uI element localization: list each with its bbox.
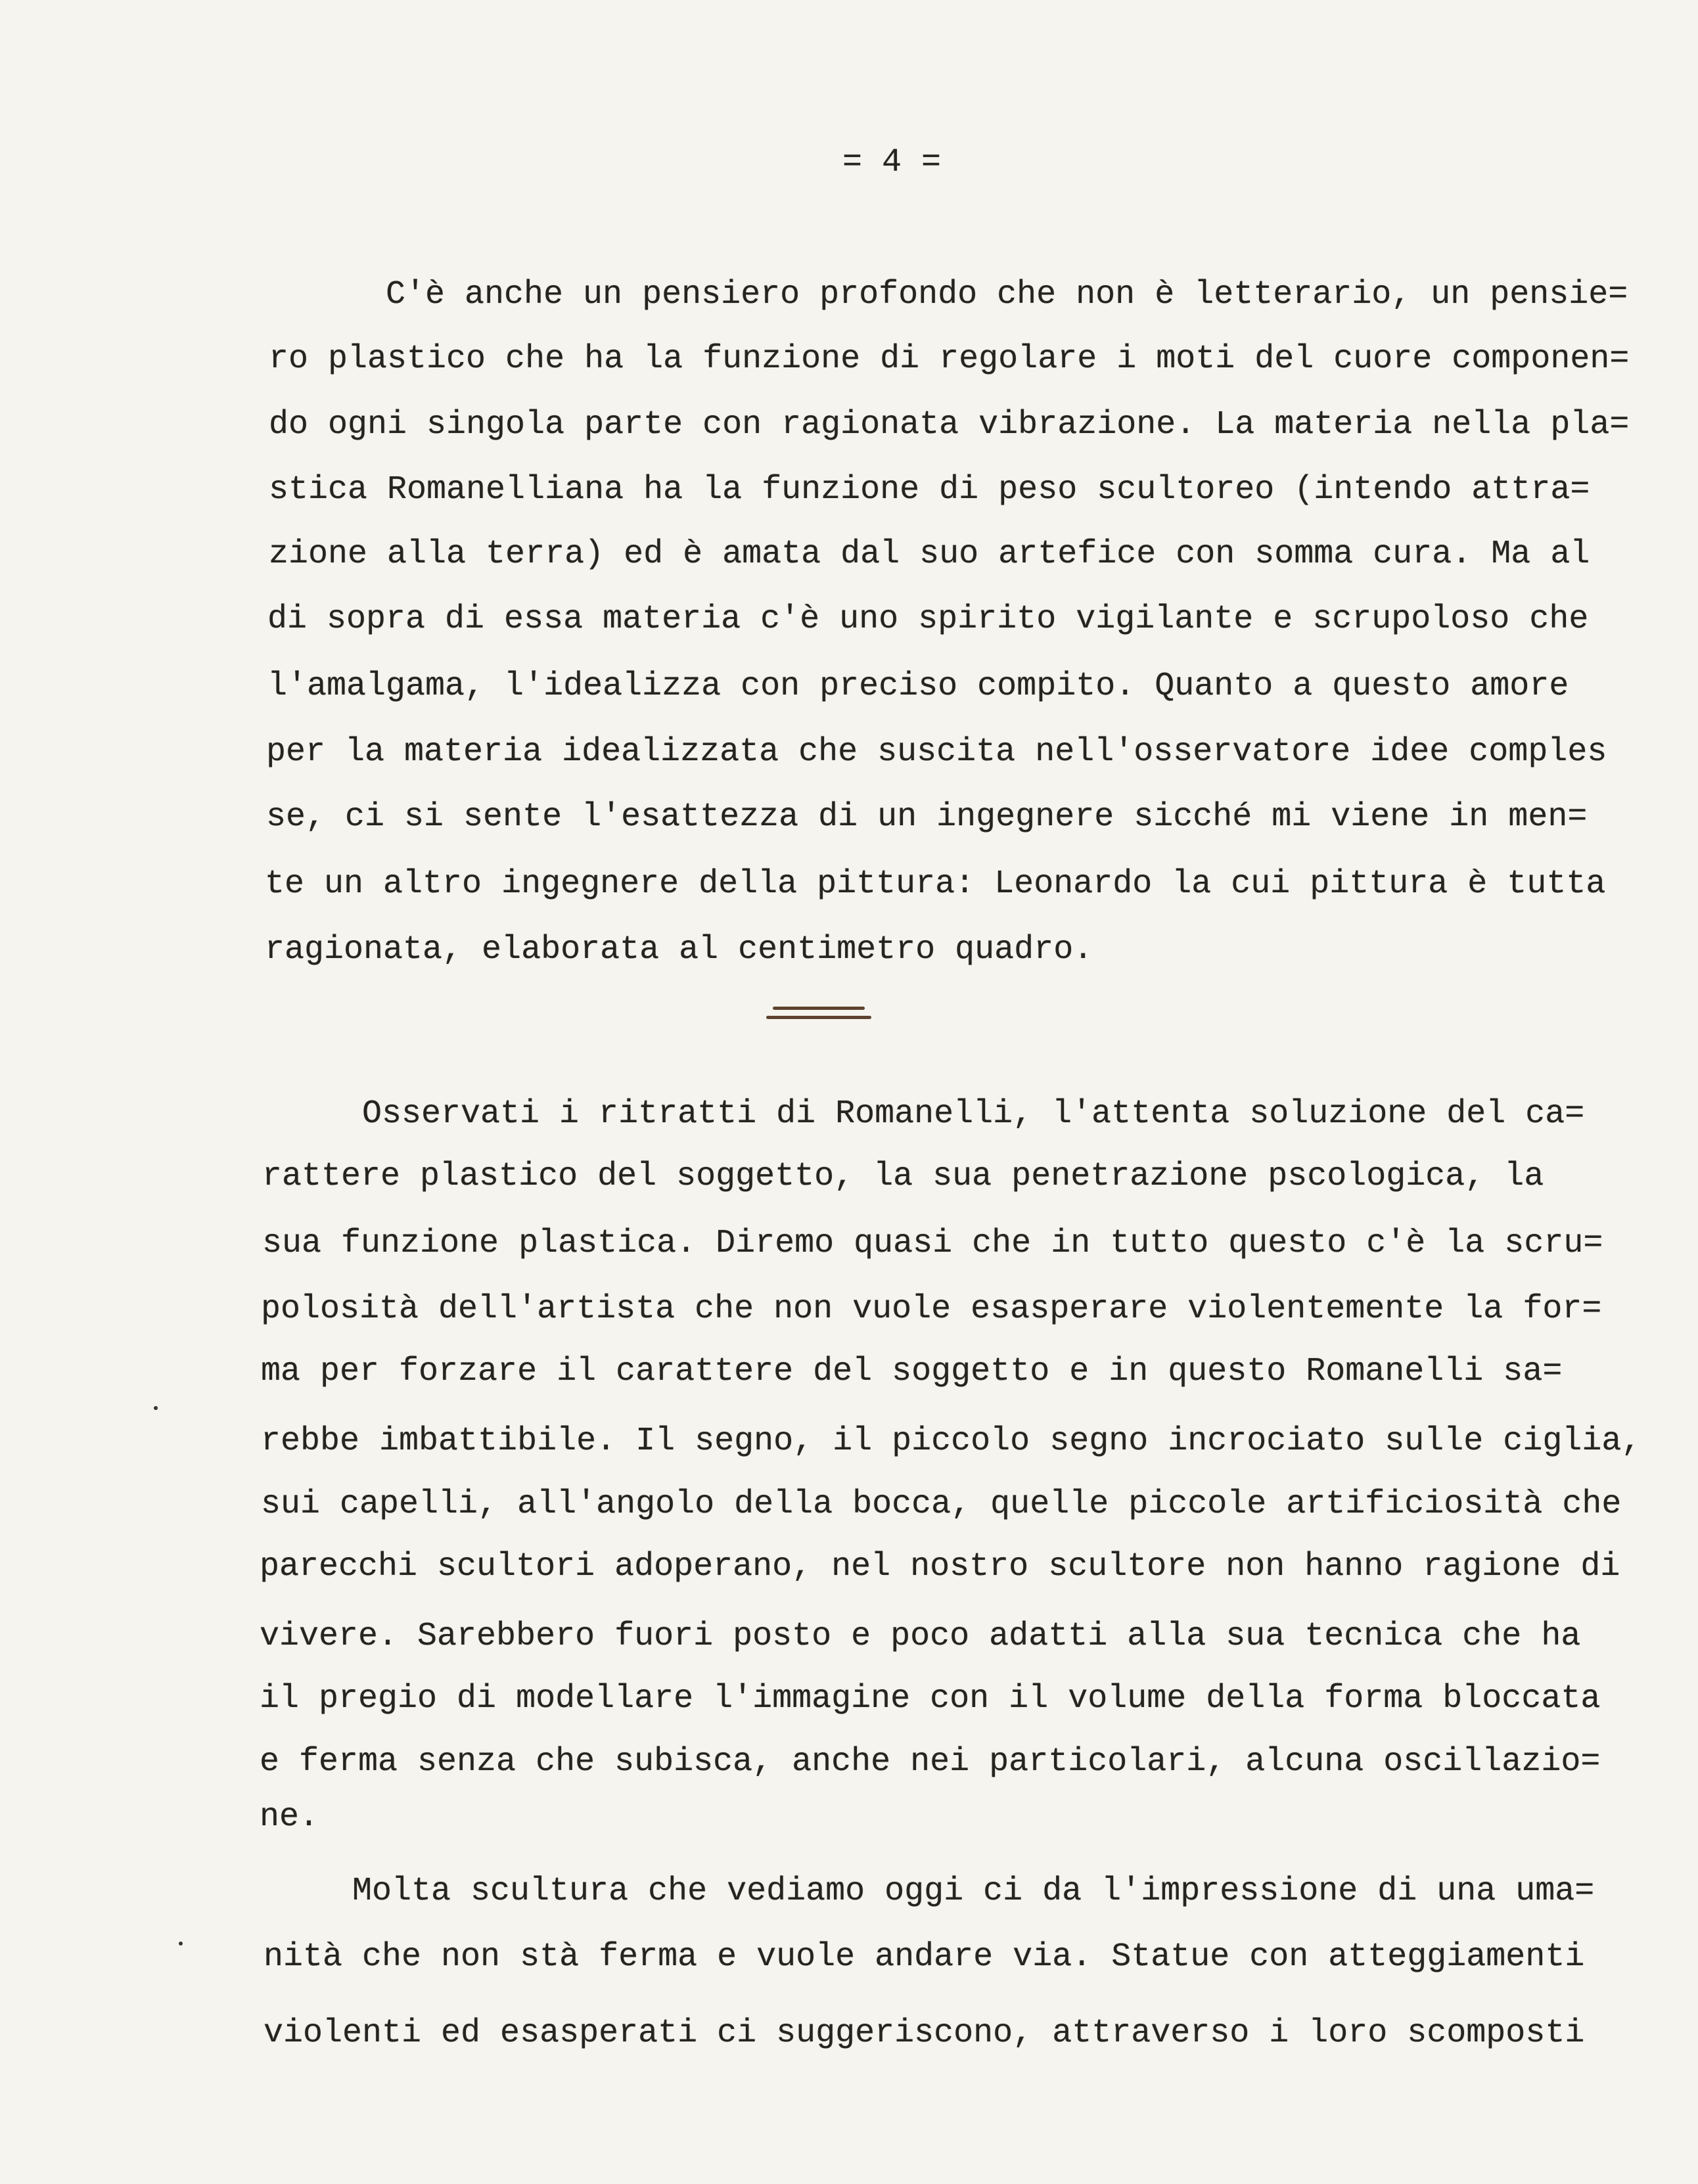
text-line: zione alla terra) ed è amata dal suo artefice con somma cura. Ma al — [269, 535, 1590, 573]
text-line: violenti ed esasperati ci suggeriscono, attraverso i loro scomposti — [264, 2014, 1585, 2052]
text-line: nità che non stà ferma e vuole andare via. Statue con atteggiamenti — [264, 1938, 1585, 1976]
text-line: vivere. Sarebbero fuori posto e poco adatti alla sua tecnica che ha — [260, 1618, 1581, 1655]
paper-speck — [179, 1942, 183, 1945]
text-line: parecchi scultori adoperano, nel nostro scultore non hanno ragione di — [260, 1548, 1620, 1585]
text-line: Osservati i ritratti di Romanelli, l'attenta soluzione del ca= — [362, 1095, 1585, 1133]
text-line: l'amalgama, l'idealizza con preciso compito. Quanto a questo amore — [267, 668, 1569, 705]
text-line: il pregio di modellare l'immagine con il volume della forma bloccata — [260, 1680, 1601, 1718]
text-line: ro plastico che ha la funzione di regolare i moti del cuore componen= — [269, 340, 1630, 378]
text-line: polosità dell'artista che non vuole esasperare violentemente la for= — [261, 1290, 1602, 1328]
handwritten-divider — [766, 1004, 871, 1022]
text-line: te un altro ingegnere della pittura: Leonardo la cui pittura è tutta — [265, 865, 1606, 903]
text-line: rattere plastico del soggetto, la sua penetrazione pscologica, la — [262, 1158, 1544, 1195]
text-line: rebbe imbattibile. Il segno, il piccolo segno incrociato sulle ciglia, — [261, 1422, 1641, 1460]
text-line: ne. — [260, 1798, 319, 1836]
paper-speck — [154, 1406, 158, 1410]
text-line: Molta scultura che vediamo oggi ci da l'impressione di una uma= — [352, 1873, 1595, 1910]
text-line: e ferma senza che subisca, anche nei particolari, alcuna oscillazio= — [260, 1743, 1601, 1781]
text-line: se, ci si sente l'esattezza di un ingegnere sicché mi viene in men= — [266, 798, 1588, 836]
text-line: per la materia idealizzata che suscita nell'osservatore idee comples — [266, 733, 1607, 771]
text-line: sui capelli, all'angolo della bocca, quelle piccole artificiosità che — [261, 1486, 1622, 1523]
text-line: ragionata, elaborata al centimetro quadro. — [265, 931, 1093, 968]
text-line: di sopra di essa materia c'è uno spirito vigilante e scrupoloso che — [267, 601, 1589, 638]
text-line: ma per forzare il carattere del soggetto e in questo Romanelli sa= — [261, 1353, 1563, 1390]
page-number: = 4 = — [842, 144, 942, 181]
text-line: do ogni singola parte con ragionata vibrazione. La materia nella pla= — [269, 406, 1630, 444]
text-line: C'è anche un pensiero profondo che non è letterario, un pensie= — [386, 276, 1628, 313]
text-line: sua funzione plastica. Diremo quasi che in tutto questo c'è la scru= — [262, 1225, 1603, 1262]
text-line: stica Romanelliana ha la funzione di peso scultoreo (intendo attra= — [269, 471, 1590, 509]
